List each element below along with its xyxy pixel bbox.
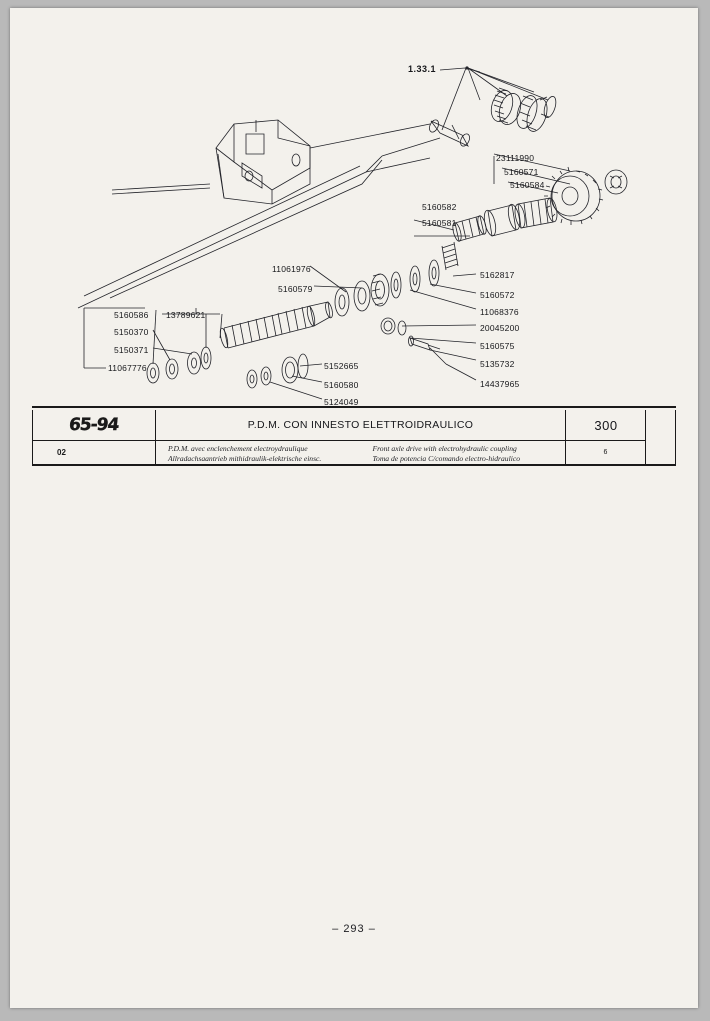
code-sub: 02 [57, 448, 66, 457]
callout-part: 20045200 [480, 323, 520, 333]
page-footer: – 293 – [332, 923, 376, 935]
callout-part: 13789621 [166, 310, 206, 320]
title-block [32, 406, 676, 466]
revision-number: 6 [603, 449, 608, 456]
callout-part: 5160582 [422, 202, 457, 212]
callout-ref: 1.33.1 [408, 64, 437, 74]
code-cell [32, 410, 156, 464]
callout-part: 23111990 [496, 153, 535, 163]
callout-part: 11067776 [108, 363, 147, 373]
callout-part: 5160584 [510, 180, 545, 190]
description-de: Allradachsaantrieb mithidraulik-elektrische einsc. [168, 453, 322, 463]
callout-part: 5152665 [324, 361, 359, 371]
description-right-column [361, 443, 566, 464]
description-translations [156, 441, 565, 464]
callout-part: 5150370 [114, 327, 149, 337]
callout-part: 5162817 [480, 270, 515, 280]
description-en: Front axle drive with electrohydraulic coupling [372, 443, 517, 453]
callout-part: 5160580 [324, 380, 359, 390]
callout-part: 5160579 [278, 284, 313, 294]
page-number-cell [566, 410, 646, 464]
callout-part: 11061976 [272, 264, 311, 274]
callout-part: 5135732 [480, 359, 515, 369]
callout-part: 5124049 [324, 397, 359, 407]
description-title-row [156, 410, 565, 441]
callout-part: 5150371 [114, 345, 149, 355]
description-left-column [156, 443, 361, 464]
page-title: P.D.M. CON INNESTO ELETTROIDRAULICO [247, 419, 474, 431]
callout-part: 5160586 [114, 310, 149, 320]
page-number-top [566, 410, 646, 441]
description-es: Toma de potencia C/comando electro-hidraulico [372, 453, 520, 463]
callout-part: 5160581 [422, 218, 457, 228]
callout-part: 5160572 [480, 290, 515, 300]
callout-part: 5160571 [504, 167, 539, 177]
blank-cell [646, 410, 676, 464]
page-number: 300 [594, 417, 618, 433]
table-code: 65-94 [68, 415, 120, 435]
description-cell [156, 410, 566, 464]
catalog-page [10, 8, 698, 1008]
callout-part: 11068376 [480, 307, 519, 317]
description-fr: P.D.M. avec enclenchement electroydraulique [168, 443, 308, 453]
code-bottom [33, 441, 155, 464]
callout-part: 14437965 [480, 379, 520, 389]
callout-part: 5160575 [480, 341, 515, 351]
code-top [33, 410, 155, 441]
exploded-parts-diagram [10, 8, 698, 408]
